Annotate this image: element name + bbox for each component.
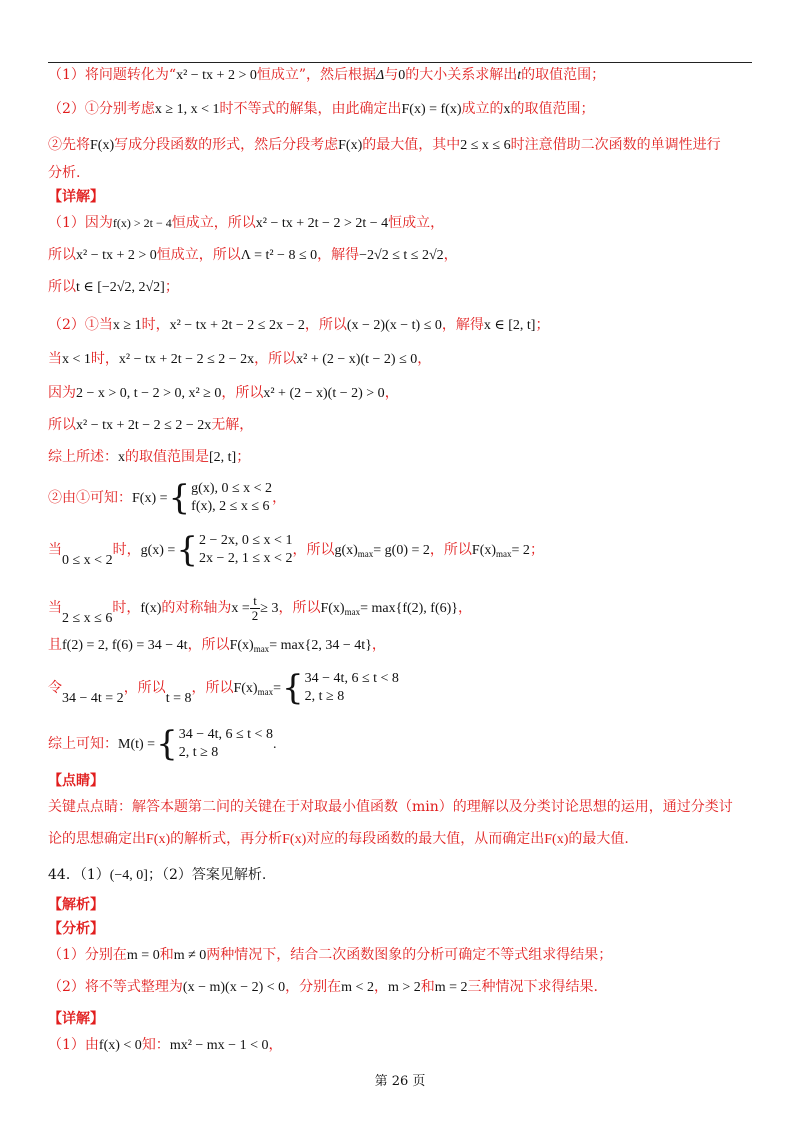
- text: 知：: [141, 1037, 170, 1053]
- analysis-line-1: [48, 64, 605, 87]
- text: 令: [48, 680, 62, 696]
- text: 所以: [48, 247, 76, 263]
- case-row: 34 − 4t, 6 ≤ t < 8: [178, 727, 273, 742]
- text: ；: [164, 279, 179, 295]
- math: mx² − mx − 1 < 0: [169, 1038, 269, 1053]
- math: 2 ≤ x ≤ 6: [62, 611, 113, 626]
- question-44-answer: [48, 864, 266, 887]
- math: F(x): [146, 832, 171, 847]
- text: 时注意借助二次函数的单调性进行: [510, 137, 721, 153]
- text: ；: [529, 542, 544, 558]
- text: 恒成立，所以: [171, 215, 256, 231]
- text: ②由①可知：: [48, 490, 132, 506]
- q44-analysis-2: [48, 976, 598, 999]
- math: t ∈ [−2√2, 2√2]: [76, 280, 165, 295]
- text: ；: [236, 449, 251, 465]
- solution-line-12: [48, 634, 386, 660]
- text: 时，: [141, 317, 170, 333]
- text: 当: [48, 351, 62, 367]
- math: F(x): [229, 638, 254, 653]
- math: g(x): [334, 543, 358, 558]
- analysis-line-3b: 分析.: [48, 165, 81, 181]
- heading-fenxi: 【分析】: [48, 921, 104, 937]
- text: 时，: [112, 600, 141, 616]
- math: x² − tx + 2t − 2 ≤ 2 − 2x: [118, 352, 255, 367]
- text: 与: [384, 67, 399, 83]
- text: 时，: [90, 351, 119, 367]
- text: 因为: [48, 385, 76, 401]
- math: Λ = t² − 8 ≤ 0: [240, 248, 318, 263]
- math: =: [273, 681, 282, 696]
- subscript: max: [344, 607, 361, 617]
- text: ，所以: [304, 317, 347, 333]
- text: 且: [48, 637, 62, 653]
- math: (x − 2)(x − t) ≤ 0: [346, 318, 442, 333]
- text: 所以: [48, 417, 76, 433]
- math: g(x) =: [140, 543, 176, 558]
- solution-line-1: [48, 212, 444, 235]
- math: F(x): [90, 138, 115, 153]
- math: M(t) =: [118, 737, 156, 752]
- text: 和: [159, 947, 174, 963]
- text: ，: [371, 637, 386, 653]
- text: 的对称轴为: [161, 600, 232, 616]
- text: 成立的: [461, 101, 504, 117]
- solution-line-3: [48, 276, 179, 299]
- text: ，: [268, 1037, 283, 1053]
- math: (x − m)(x − 2) < 0: [182, 980, 286, 995]
- piecewise-cases: [179, 726, 273, 762]
- text: 所以: [48, 279, 76, 295]
- text: （1）分别在: [48, 947, 127, 963]
- math: (−4, 0]: [109, 868, 148, 883]
- case-row: 2, t ≥ 8: [178, 745, 219, 760]
- math: f(2) = 2, f(6) = 34 − 4t: [62, 638, 188, 653]
- solution-line-6: [48, 382, 399, 405]
- text: 时不等式的解集，由此确定出: [219, 101, 402, 117]
- text: 三种情况下求得结果.: [467, 979, 598, 995]
- case-row: 34 − 4t, 6 ≤ t < 8: [304, 671, 399, 686]
- solution-line-7: [48, 414, 253, 437]
- brace-symbol: {: [156, 724, 178, 764]
- math: 2 ≤ x ≤ 6: [460, 138, 511, 153]
- math: x: [118, 450, 125, 465]
- text: 对应的每段函数的最大值，从而确定出: [306, 831, 545, 847]
- math: x ≥ 1: [112, 318, 142, 333]
- math: F(x) = f(x): [401, 102, 462, 117]
- math: x: [503, 102, 511, 117]
- text: （2）①当: [48, 317, 113, 333]
- text: 和: [420, 979, 435, 995]
- text: 恒成立，: [388, 215, 445, 231]
- text: 的取值范围；: [521, 67, 606, 83]
- math: F(x) =: [132, 491, 168, 506]
- solution-line-9: [48, 478, 286, 519]
- text: ，所以: [292, 542, 335, 558]
- text: （1）将问题转化为“: [48, 67, 177, 83]
- solution-line-11: [48, 588, 472, 639]
- q44-analysis-1: [48, 944, 612, 967]
- text: 的最大值，其中: [362, 137, 461, 153]
- text: （2）①分别考虑: [48, 101, 155, 117]
- text: ，解得: [317, 247, 360, 263]
- text: ，所以: [123, 680, 166, 696]
- math: Δ: [376, 68, 385, 83]
- math: 0: [398, 68, 406, 83]
- text: ，所以: [187, 637, 230, 653]
- math: [2, t]: [209, 450, 237, 465]
- math: x² − tx + 2 > 0: [76, 248, 157, 263]
- solution-line-14: [48, 724, 276, 765]
- q44-detail-1: [48, 1034, 282, 1057]
- text: 的取值范围；: [510, 101, 595, 117]
- text: ；: [535, 317, 550, 333]
- solution-line-10: [48, 530, 544, 581]
- text: 恒成立，所以: [156, 247, 241, 263]
- text: （2）将不等式整理为: [48, 979, 183, 995]
- fraction-denominator: 2: [251, 607, 259, 623]
- solution-line-13: [48, 668, 399, 719]
- text: 当: [48, 600, 62, 616]
- math: m = 0: [126, 948, 160, 963]
- text: 综上可知：: [48, 736, 118, 752]
- math: x ∈ [2, t]: [483, 318, 536, 333]
- math: t = 8: [165, 691, 192, 706]
- case-row: 2x − 2, 1 ≤ x < 2: [198, 551, 293, 566]
- math: m ≠ 0: [173, 948, 207, 963]
- math: 34 − 4t = 2: [62, 691, 124, 706]
- subscript: max: [253, 644, 270, 654]
- math: F(x): [544, 832, 569, 847]
- solution-line-8: [48, 446, 250, 469]
- text: 论的思想确定出: [48, 831, 146, 847]
- math: x² − tx + 2t − 2 > 2t − 4: [255, 216, 389, 231]
- math: .: [272, 737, 277, 752]
- text: 的大小关系求解出: [405, 67, 518, 83]
- math: x² − tx + 2t − 2 ≤ 2 − 2x: [76, 418, 212, 433]
- subscript: max: [496, 549, 512, 559]
- case-row: 2 − 2x, 0 ≤ x < 1: [198, 533, 293, 548]
- math: m = 2: [434, 980, 468, 995]
- comment-line-1: 关键点点睛：解答本题第二问的关键在于对取最小值函数（min）的理解以及分类讨论思想的运用，通过分类讨: [48, 799, 733, 815]
- math: f(x) > 2t − 4: [112, 216, 172, 230]
- brace-symbol: {: [282, 668, 304, 708]
- brace-symbol: {: [176, 530, 198, 570]
- page-number: 第 26 页: [374, 1074, 426, 1089]
- heading-detail: 【详解】: [48, 189, 104, 205]
- subscript: max: [257, 687, 274, 697]
- text: ，所以: [191, 680, 234, 696]
- math: m < 2: [341, 980, 374, 995]
- math: x² + (2 − x)(t − 2) ≤ 0: [296, 352, 418, 367]
- math: f(x) < 0: [98, 1038, 142, 1053]
- math: x =: [231, 601, 250, 616]
- case-row: 2, t ≥ 8: [304, 689, 345, 704]
- subscript: max: [357, 549, 374, 559]
- text: 写成分段函数的形式，然后分段考虑: [114, 137, 339, 153]
- math: x² + (2 − x)(t − 2) > 0: [263, 386, 385, 401]
- text: 时，: [112, 542, 141, 558]
- math: F(x): [282, 832, 307, 847]
- text: ，分别在: [285, 979, 342, 995]
- math: F(x): [338, 138, 363, 153]
- fraction: [250, 594, 261, 623]
- text: 44．（1）: [48, 867, 110, 883]
- math: −2√2 ≤ t ≤ 2√2: [359, 248, 444, 263]
- math: t: [517, 68, 522, 83]
- math: m > 2: [387, 980, 421, 995]
- text: 无解，: [211, 417, 254, 433]
- text: ②先将: [48, 137, 90, 153]
- text: 当: [48, 542, 62, 558]
- piecewise-cases: [199, 532, 292, 568]
- text: ，: [458, 600, 473, 616]
- solution-line-2: [48, 244, 458, 267]
- piecewise-cases: [305, 670, 399, 706]
- text: ，: [384, 385, 399, 401]
- header-rule: [48, 62, 752, 63]
- text: 两种情况下，结合二次函数图象的分析可确定不等式组求得结果；: [206, 947, 613, 963]
- text: 恒成立”，然后根据: [256, 67, 377, 83]
- text: ，所以: [278, 600, 321, 616]
- analysis-line-3: [48, 134, 721, 157]
- text: （1）因为: [48, 215, 113, 231]
- case-row: g(x), 0 ≤ x < 2: [191, 481, 273, 496]
- math: f(x): [140, 601, 162, 616]
- math: = max{2, 34 − 4t}: [269, 638, 372, 653]
- text: ，: [443, 247, 458, 263]
- text: ，解得: [441, 317, 484, 333]
- math: 0 ≤ x < 2: [62, 553, 113, 568]
- text: ，: [272, 490, 287, 506]
- math: x² − tx + 2 > 0: [176, 68, 257, 83]
- solution-line-5: [48, 348, 431, 371]
- text: ，所以: [429, 542, 472, 558]
- math: F(x): [233, 681, 258, 696]
- math: = g(0) = 2: [373, 543, 430, 558]
- brace-symbol: {: [168, 478, 191, 518]
- math: = 2: [511, 543, 530, 558]
- solution-line-4: [48, 314, 549, 337]
- text: ，所以: [221, 385, 264, 401]
- text: （1）由: [48, 1037, 99, 1053]
- math: ≥ 3: [260, 601, 279, 616]
- text: 的解析式，再分析: [170, 831, 283, 847]
- comment-line-2: [48, 828, 629, 851]
- fraction-numerator: t: [250, 594, 261, 609]
- math: x ≥ 1, x < 1: [154, 102, 220, 117]
- math: x² − tx + 2t − 2 ≤ 2x − 2: [169, 318, 305, 333]
- text: ，所以: [254, 351, 297, 367]
- text: 的最大值.: [568, 831, 629, 847]
- text: ；（2）答案见解析.: [147, 867, 267, 883]
- piecewise-cases: [191, 480, 272, 516]
- math: = max{f(2), f(6)}: [360, 601, 459, 616]
- text: 综上所述：: [48, 449, 118, 465]
- text: ，: [417, 351, 432, 367]
- text: 的取值范围是: [125, 449, 209, 465]
- heading-jiexi: 【解析】: [48, 897, 104, 913]
- heading-comment: 【点睛】: [48, 773, 104, 789]
- math: F(x): [471, 543, 497, 558]
- text: ，: [373, 979, 388, 995]
- math: x < 1: [62, 352, 91, 367]
- analysis-line-2: [48, 98, 595, 121]
- case-row: f(x), 2 ≤ x ≤ 6: [191, 499, 270, 514]
- heading-detail-2: 【详解】: [48, 1011, 104, 1027]
- math: F(x): [320, 601, 345, 616]
- math: 2 − x > 0, t − 2 > 0, x² ≥ 0: [76, 386, 222, 401]
